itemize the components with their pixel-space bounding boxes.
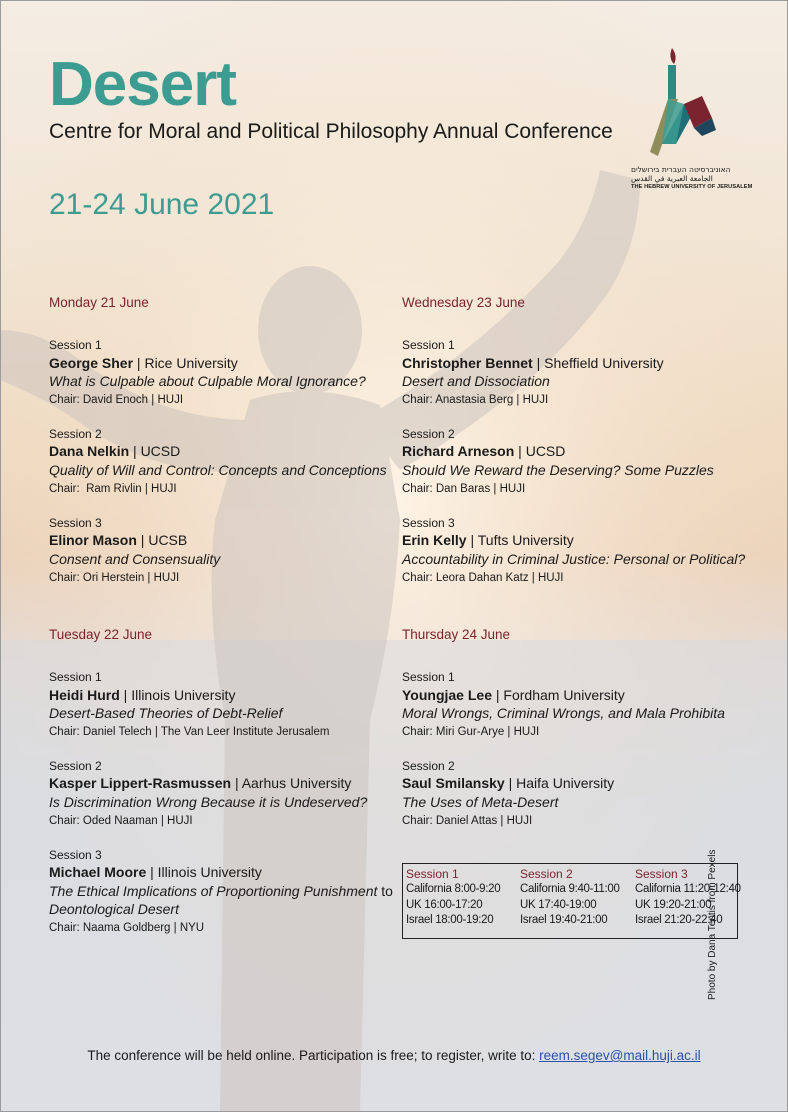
day-title: Wednesday 23 June bbox=[402, 295, 525, 310]
day-title: Thursday 24 June bbox=[402, 627, 511, 642]
schedule-cell: California 9:40-11:00 bbox=[520, 883, 620, 895]
speaker-affiliation: UCSD bbox=[140, 443, 181, 460]
speaker-affiliation: Illinois University bbox=[157, 864, 262, 881]
logo-arabic-text: الجامعة العبرية في القدس bbox=[631, 174, 713, 183]
session: Session 3 Elinor Mason | UCSB Consent and Consensuality Chair: Ori Herstein | HUJI bbox=[49, 516, 389, 586]
session: Session 1 Youngjae Lee | Fordham University Moral Wrongs, Criminal Wrongs, and Mala Prohibita Chair: Miri Gur-Arye | HUJI bbox=[402, 670, 772, 740]
schedule-column bbox=[520, 866, 620, 929]
session-chair: Chair: Dan Baras | HUJI bbox=[402, 483, 526, 496]
talk-title-continued: Deontological Desert bbox=[49, 901, 179, 918]
session: Session 2 Richard Arneson | UCSD Should We Reward the Deserving? Some Puzzles Chair: Dan Baras | HUJI bbox=[402, 427, 772, 497]
session-chair: Chair: Ori Herstein | HUJI bbox=[49, 572, 180, 585]
schedule-column bbox=[406, 866, 500, 929]
speaker-name: Youngjae Lee bbox=[402, 686, 492, 703]
schedule-cell: UK 19:20-21:00 bbox=[635, 898, 712, 911]
hebrew-university-logo bbox=[628, 44, 753, 194]
session-label: Session 1 bbox=[402, 670, 455, 685]
session: Session 1 George Sher | Rice University What is Culpable about Culpable Moral Ignorance? Chair: David Enoch | HUJI bbox=[49, 338, 389, 408]
session-label: Session 2 bbox=[49, 759, 102, 774]
session-times-table bbox=[402, 863, 741, 939]
session-label: Session 3 bbox=[49, 515, 102, 530]
register-email-link[interactable]: reem.segev@mail.huji.ac.il bbox=[539, 1048, 701, 1063]
speaker-affiliation: Tufts University bbox=[477, 532, 574, 549]
speaker-affiliation: UCSD bbox=[525, 443, 566, 460]
session-chair: Chair: Anastasia Berg | HUJI bbox=[402, 394, 549, 407]
footer-note bbox=[0, 1048, 788, 1063]
day-title: Tuesday 22 June bbox=[49, 627, 153, 642]
session-chair: Chair: Oded Naaman | HUJI bbox=[49, 815, 193, 828]
speaker-name: Christopher Bennet bbox=[402, 354, 533, 371]
session-label: Session 2 bbox=[402, 427, 455, 442]
logo-hebrew-text: האוניברסיטה העברית בירושלים bbox=[631, 165, 731, 174]
speaker-name: Richard Arneson bbox=[402, 443, 515, 460]
speaker-name: Michael Moore bbox=[49, 864, 147, 881]
speaker-affiliation: UCSB bbox=[148, 532, 188, 549]
session-label: Session 3 bbox=[49, 847, 102, 862]
schedule-cell: California 11:20-12:40 bbox=[635, 883, 741, 895]
session-label: Session 3 bbox=[402, 515, 455, 530]
session-chair: Chair: Leora Dahan Katz | HUJI bbox=[402, 572, 564, 585]
session: Session 1 Christopher Bennet | Sheffield University Desert and Dissociation Chair: Anastasia Berg | HUJI bbox=[402, 338, 772, 408]
session: Session 3 Michael Moore | Illinois University The Ethical Implications of Proportioning Punishment to Deontological Desert Chair: Naama Goldberg | NYU bbox=[49, 847, 397, 935]
session-label: Session 1 bbox=[402, 338, 455, 353]
session-chair: Chair: Miri Gur-Arye | HUJI bbox=[402, 726, 540, 739]
talk-title: Should We Reward the Deserving? Some Puzzles bbox=[402, 461, 714, 478]
session: Session 2 Kasper Lippert-Rasmussen | Aarhus University Is Discrimination Wrong Because it is Undeserved? Chair: Oded Naaman | HUJI bbox=[49, 759, 389, 829]
session-chair: Chair: Daniel Telech | The Van Leer Institute Jerusalem bbox=[49, 726, 330, 739]
session-chair: Chair: Daniel Attas | HUJI bbox=[402, 815, 533, 828]
schedule-cell: California 8:00-9:20 bbox=[406, 883, 501, 895]
session-label: Session 2 bbox=[49, 427, 102, 442]
schedule-cell: UK 16:00-17:20 bbox=[406, 898, 483, 911]
schedule-header: Session 2 bbox=[520, 867, 573, 881]
talk-title: Is Discrimination Wrong Because it is Undeserved? bbox=[49, 793, 368, 810]
day-wednesday bbox=[402, 295, 772, 605]
speaker-name: Elinor Mason bbox=[49, 532, 137, 549]
talk-title: The Ethical Implications of Proportioning Punishment bbox=[49, 882, 378, 899]
session-label: Session 1 bbox=[49, 670, 102, 685]
talk-title: Moral Wrongs, Criminal Wrongs, and Mala Prohibita bbox=[402, 705, 725, 722]
day-tuesday bbox=[49, 627, 397, 955]
talk-title: Accountability in Criminal Justice: Personal or Political? bbox=[402, 550, 746, 567]
photo-credit: Photo by Dana Tentis from Pexels bbox=[707, 849, 718, 1000]
schedule-cell: Israel 19:40-21:00 bbox=[520, 914, 608, 926]
talk-title-connector: to bbox=[377, 882, 397, 899]
session: Session 3 Erin Kelly | Tufts University Accountability in Criminal Justice: Personal or Political? Chair: Leora Dahan Katz | HUJI bbox=[402, 516, 772, 586]
schedule-cell: UK 17:40-19:00 bbox=[520, 898, 597, 911]
talk-title: What is Culpable about Culpable Moral Ignorance? bbox=[49, 373, 366, 390]
speaker-name: George Sher bbox=[49, 354, 134, 371]
schedule-header: Session 3 bbox=[635, 867, 688, 881]
schedule-header: Session 1 bbox=[406, 867, 459, 881]
speaker-affiliation: Fordham University bbox=[503, 686, 625, 703]
conference-dates: 21-24 June 2021 bbox=[49, 188, 275, 221]
day-monday bbox=[49, 295, 389, 605]
speaker-name: Dana Nelkin bbox=[49, 443, 130, 460]
day-thursday bbox=[402, 627, 772, 848]
session-chair: Chair: Naama Goldberg | NYU bbox=[49, 922, 205, 935]
day-title: Monday 21 June bbox=[49, 295, 149, 310]
speaker-affiliation: Illinois University bbox=[131, 686, 236, 703]
schedule-cell: Israel 21:20-22:40 bbox=[635, 914, 723, 926]
schedule-cell: Israel 18:00-19:20 bbox=[406, 914, 494, 926]
talk-title: Consent and Consensuality bbox=[49, 550, 221, 567]
conference-subtitle: Centre for Moral and Political Philosophy Annual Conference bbox=[49, 120, 613, 143]
session: Session 2 Dana Nelkin | UCSD Quality of Will and Control: Concepts and Conceptions Chair: Ram Rivlin | HUJI bbox=[49, 427, 389, 497]
session-label: Session 1 bbox=[49, 338, 102, 353]
session-chair: Chair: David Enoch | HUJI bbox=[49, 394, 184, 407]
speaker-affiliation: Haifa University bbox=[516, 775, 615, 792]
talk-title: Desert and Dissociation bbox=[402, 373, 550, 390]
talk-title: Quality of Will and Control: Concepts and Conceptions bbox=[49, 461, 387, 478]
speaker-name: Kasper Lippert-Rasmussen bbox=[49, 775, 232, 792]
speaker-name: Heidi Hurd bbox=[49, 686, 120, 703]
session: Session 1 Heidi Hurd | Illinois University Desert-Based Theories of Debt-Relief Chair: Daniel Telech | The Van Leer Institute Jerusalem bbox=[49, 670, 389, 740]
talk-title: The Uses of Meta-Desert bbox=[402, 793, 559, 810]
speaker-affiliation: Aarhus University bbox=[241, 775, 352, 792]
conference-title: Desert bbox=[49, 50, 236, 119]
university-emblem-icon bbox=[628, 44, 738, 164]
footer-text: The conference will be held online. Participation is free; to register, write to: bbox=[87, 1048, 540, 1063]
speaker-name: Erin Kelly bbox=[402, 532, 467, 549]
speaker-name: Saul Smilansky bbox=[402, 775, 505, 792]
session: Session 2 Saul Smilansky | Haifa University The Uses of Meta-Desert Chair: Daniel Attas | HUJI bbox=[402, 759, 772, 829]
session-label: Session 2 bbox=[402, 759, 455, 774]
talk-title: Desert-Based Theories of Debt-Relief bbox=[49, 705, 283, 722]
speaker-affiliation: Sheffield University bbox=[544, 354, 664, 371]
session-chair: Chair: Ram Rivlin | HUJI bbox=[49, 483, 177, 496]
schedule-column bbox=[635, 866, 741, 929]
logo-english-text: THE HEBREW UNIVERSITY OF JERUSALEM bbox=[631, 184, 753, 190]
speaker-affiliation: Rice University bbox=[144, 354, 238, 371]
